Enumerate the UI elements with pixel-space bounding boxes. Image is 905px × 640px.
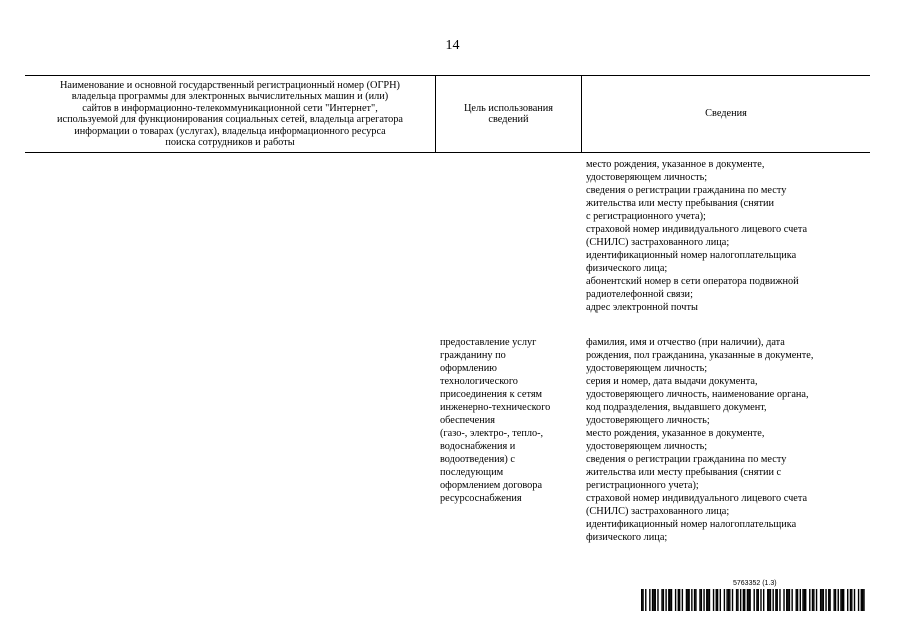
barcode-bar (675, 589, 676, 611)
header-details-text: Сведения (705, 108, 747, 120)
barcode-bar (645, 589, 646, 611)
text-line: Цель использования (463, 102, 554, 114)
row2-details-cell (586, 336, 866, 544)
barcode-bar (786, 589, 787, 611)
barcode-bar (653, 589, 654, 611)
text-line: обеспечения (440, 415, 495, 426)
barcode-bar (642, 589, 643, 611)
barcode-bar (783, 589, 784, 611)
barcode-bar (800, 589, 801, 611)
barcode-bar (796, 589, 797, 611)
barcode-bar (717, 589, 718, 611)
text-line: удостоверяющего личность; (586, 415, 710, 426)
text-line: идентификационный номер налогоплательщика (586, 519, 797, 530)
barcode-bar (809, 589, 810, 611)
barcode-bar (756, 589, 757, 611)
barcode-bar (779, 589, 780, 611)
barcode-bar (736, 589, 737, 611)
text-line: жительства или месту пребывания (снятии (586, 198, 774, 209)
barcode-bar (775, 589, 776, 611)
barcode-bar (678, 589, 679, 611)
text-line: место рождения, указанное в документе, (586, 428, 765, 439)
barcode-bar (805, 589, 806, 611)
text-line: абонентский номер в сети оператора подвижной (586, 276, 799, 287)
barcode-bar (726, 589, 727, 611)
barcode-bar (655, 589, 656, 611)
barcode-bar (663, 589, 664, 611)
barcode-bar (787, 589, 788, 611)
text-line: (газо-, электро-, тепло-, (440, 428, 544, 439)
barcode-bar (777, 589, 778, 611)
barcode-bar (699, 589, 700, 611)
barcode-bar (703, 589, 704, 611)
barcode-bar (749, 589, 750, 611)
barcode-bar (720, 589, 721, 611)
text-line: Наименование и основной государственный регистрационный номер (ОГРН) (59, 79, 400, 91)
header-details-column (582, 76, 870, 152)
text-line: удостоверяющем личность; (586, 363, 708, 374)
barcode-bar (858, 589, 859, 611)
continuation-details-cell (586, 158, 866, 314)
barcode (641, 589, 866, 611)
barcode-bar (821, 589, 822, 611)
text-line: (СНИЛС) застрахованного лица; (586, 237, 730, 248)
text-line: серия и номер, дата выдачи документа, (586, 376, 758, 387)
text-line: используемой для функционирования социальных сетей, владельца агрегатора (57, 114, 403, 125)
barcode-bar (829, 589, 830, 611)
barcode-bar (861, 589, 862, 611)
text-line: сайтов в информационно-телекоммуникационной сети "Интернет", (82, 102, 378, 114)
text-line: предоставление услуг (440, 337, 537, 348)
barcode-bar (851, 589, 852, 611)
text-line: присоединения к сетям (440, 389, 543, 400)
page-number: 14 (445, 38, 460, 53)
text-line: (СНИЛС) застрахованного лица; (586, 506, 730, 517)
barcode-bar (789, 589, 790, 611)
barcode-bar (682, 589, 683, 611)
text-line: место рождения, указанное в документе, (586, 159, 765, 170)
barcode-bar (804, 589, 805, 611)
text-line: рождения, пол гражданина, указанные в документе, (586, 350, 814, 361)
barcode-bar (747, 589, 748, 611)
barcode-bar (707, 589, 708, 611)
barcode-bar (754, 589, 755, 611)
barcode-bar (729, 589, 730, 611)
text-line: радиотелефонной связи; (586, 289, 693, 300)
text-line: удостоверяющего личность, наименование органа, (586, 389, 809, 400)
barcode-bar (847, 589, 848, 611)
text-line: страховой номер индивидуального лицевого счета (586, 493, 808, 504)
text-line: технологического (440, 376, 518, 387)
barcode-bar (838, 589, 839, 611)
barcode-bar (758, 589, 759, 611)
barcode-bar (740, 589, 741, 611)
barcode-bar (706, 589, 707, 611)
barcode-bar (767, 589, 768, 611)
barcode-bar (760, 589, 761, 611)
barcode-bar (732, 589, 733, 611)
barcode-bar (772, 589, 773, 611)
text-line: гражданину по (440, 350, 506, 361)
barcode-bar (791, 589, 792, 611)
barcode-bar (768, 589, 769, 611)
barcode-bar (686, 589, 687, 611)
barcode-bar (763, 589, 764, 611)
barcode-bar (812, 589, 813, 611)
barcode-bar (716, 589, 717, 611)
barcode-label: 5763352 (1.3) (733, 580, 777, 587)
barcode-bar (649, 589, 650, 611)
barcode-bar (862, 589, 863, 611)
barcode-bar (688, 589, 689, 611)
text-line: идентификационный номер налогоплательщика (586, 250, 797, 261)
barcode-bar (816, 589, 817, 611)
text-line: страховой номер индивидуального лицевого счета (586, 224, 808, 235)
barcode-bar (671, 589, 672, 611)
barcode-bar (701, 589, 702, 611)
text-line: сведения о регистрации гражданина по месту (586, 454, 787, 465)
barcode-bar (641, 589, 642, 611)
barcode-bar (748, 589, 749, 611)
barcode-bar (691, 589, 692, 611)
barcode-bar (665, 589, 666, 611)
barcode-bar (713, 589, 714, 611)
barcode-bar (737, 589, 738, 611)
barcode-bar (695, 589, 696, 611)
barcode-bar (802, 589, 803, 611)
barcode-bar (724, 589, 725, 611)
text-line: физического лица; (586, 532, 668, 543)
text-line: владельца программы для электронных вычислительных машин и (или) (71, 91, 389, 102)
text-line: водоснабжения и (440, 441, 516, 452)
barcode-bar (661, 589, 662, 611)
barcode-bar (770, 589, 771, 611)
barcode-bar (840, 589, 841, 611)
barcode-bar (835, 589, 836, 611)
barcode-bar (709, 589, 710, 611)
barcode-bar (863, 589, 864, 611)
table-header (25, 75, 870, 153)
barcode-bar (797, 589, 798, 611)
barcode-bar (669, 589, 670, 611)
text-line: удостоверяющем личность; (586, 441, 708, 452)
text-line: физического лица; (586, 263, 668, 274)
header-purpose-text (464, 103, 553, 126)
barcode-bar (813, 589, 814, 611)
barcode-bar (728, 589, 729, 611)
barcode-bar (823, 589, 824, 611)
header-purpose-column (436, 76, 582, 152)
barcode-bar (842, 589, 843, 611)
header-owner-column (25, 76, 436, 152)
barcode-bar (820, 589, 821, 611)
text-line: сведений (488, 114, 529, 125)
text-line: код подразделения, выдавшего документ, (586, 402, 767, 413)
text-line: водоотведения) с (440, 454, 515, 465)
text-line: ресурсоснабжения (440, 493, 522, 504)
barcode-bar (833, 589, 834, 611)
text-line: удостоверяющем личность; (586, 172, 708, 183)
barcode-bar (652, 589, 653, 611)
row2-purpose-cell (440, 336, 580, 505)
text-line: последующим (440, 467, 504, 478)
barcode-bar (668, 589, 669, 611)
text-line: оформлением договора (440, 480, 543, 491)
barcode-bar (843, 589, 844, 611)
text-line: инженерно-технического (440, 402, 551, 413)
barcode-bar (854, 589, 855, 611)
barcode-bar (828, 589, 829, 611)
barcode-bar (825, 589, 826, 611)
barcode-bar (679, 589, 680, 611)
text-line: адрес электронной почты (586, 302, 698, 313)
header-owner-text (57, 80, 403, 149)
text-line: регистрационного учета); (586, 480, 699, 491)
text-line: с регистрационного учета); (586, 211, 706, 222)
text-line: жительства или месту пребывания (снятии с (586, 467, 782, 478)
text-line: оформлению (440, 363, 497, 374)
barcode-bar (687, 589, 688, 611)
barcode-bar (743, 589, 744, 611)
text-line: поиска сотрудников и работы (165, 137, 295, 148)
text-line: фамилия, имя и отчество (при наличии), дата (586, 337, 785, 348)
barcode-bar (850, 589, 851, 611)
text-line: сведения о регистрации гражданина по месту (586, 185, 787, 196)
barcode-bar (694, 589, 695, 611)
text-line: информации о товарах (услугах), владельца информационного ресурса (74, 125, 386, 137)
barcode-bar (744, 589, 745, 611)
barcode-bar (657, 589, 658, 611)
